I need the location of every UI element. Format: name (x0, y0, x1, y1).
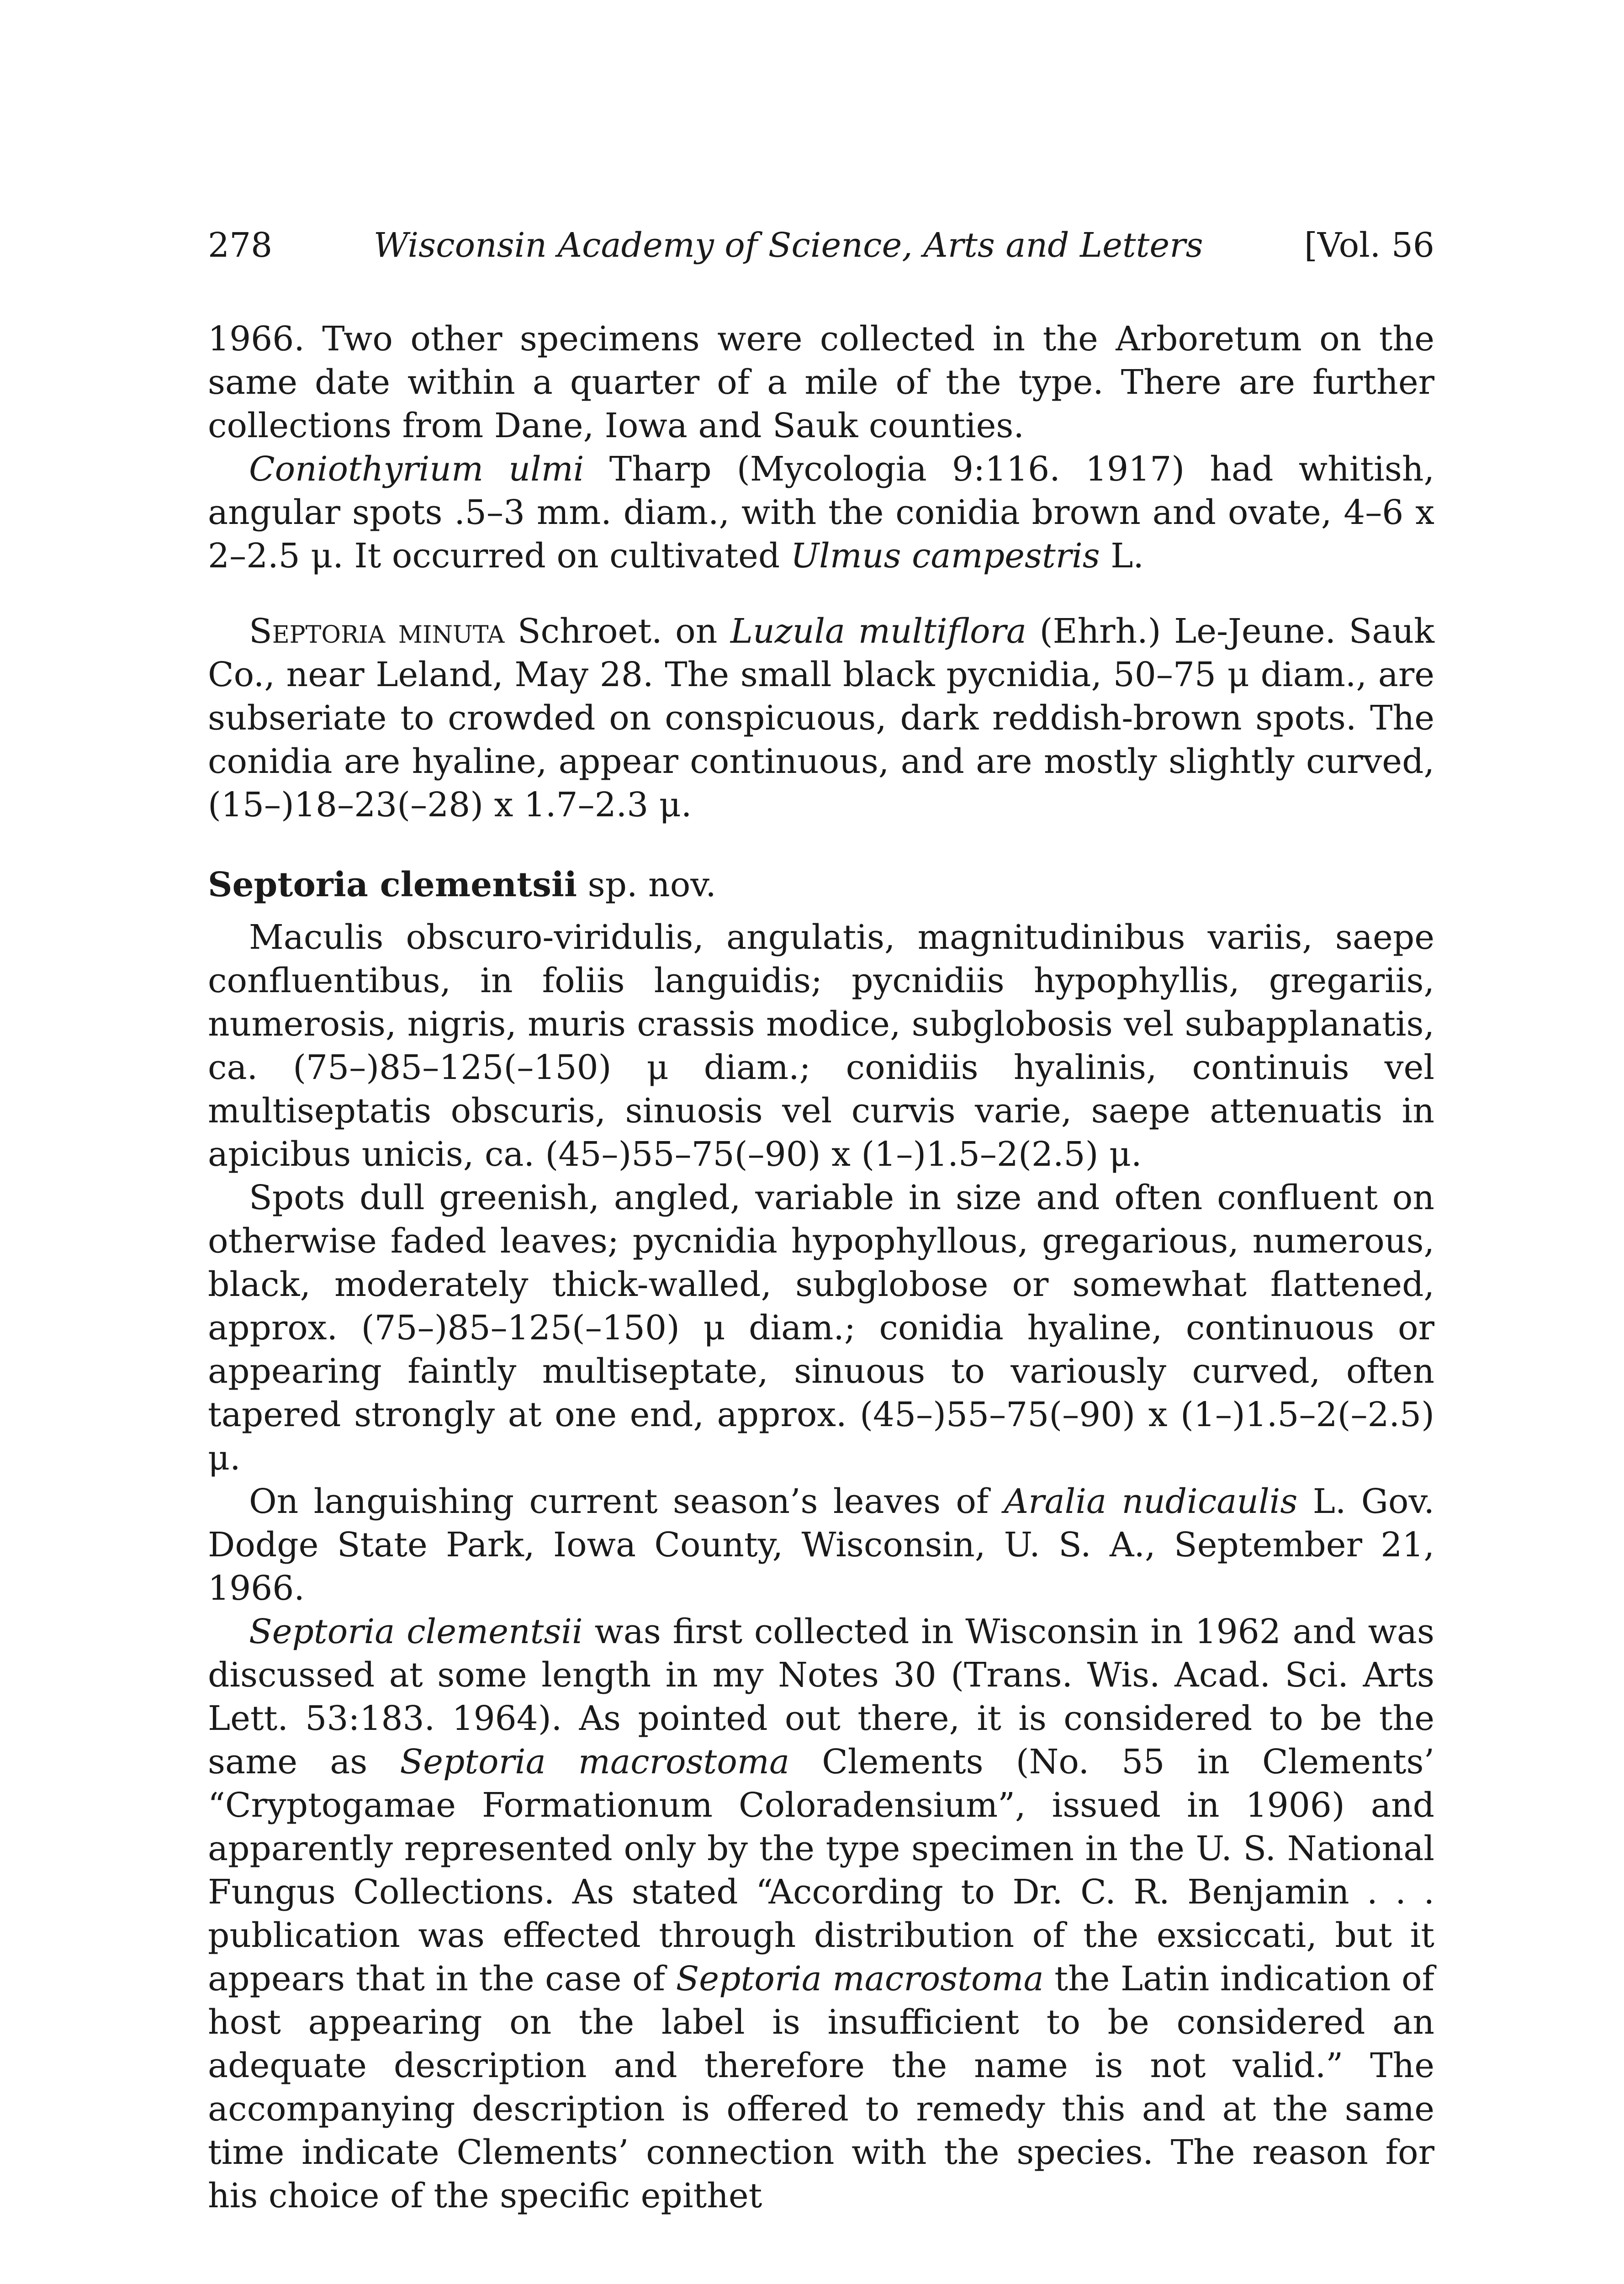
volume-label: [Vol. 56 (1304, 226, 1434, 265)
latin-diagnosis: Maculis obscuro-viridulis, angulatis, magnitudinibus variis, saepe confluentibus, in foliis languidis; pycnidiis hypophyllis, gregariis, numerosis, nigris, muris crassis modice, subglobosis vel subapplanatis, ca. (75–)85–125(–150) μ diam.; conidiis hyalinis, continuis vel multiseptatis obscuris, sinuosis vel curvis varie, saepe attenuatis in apicibus unicis, ca. (45–)55–75(–90) x (1–)1.5–2(2.5) μ. (208, 918, 1434, 1174)
type-collection: On languishing current season’s leaves of Aralia nudicaulis L. Gov. Dodge State Park, Iowa County, Wisconsin, U. S. A., September 21, 1966. (208, 1482, 1435, 1608)
running-header (208, 224, 1434, 267)
section-species: Septoria clementsii (208, 865, 577, 904)
section-suffix: sp. nov. (577, 865, 716, 904)
host-name: Ulmus campestris (790, 536, 1100, 576)
paragraph-coniothyrium: Coniothyrium ulmi Tharp (Mycologia 9:116. 1917) had whitish, angular spots .5–3 mm. diam., with the conidia brown and ovate, 4–6 x 2–2.5 μ. It occurred on cultivated Ulmus campestris L. (208, 449, 1434, 576)
species-name: Septoria minuta (249, 612, 505, 651)
paragraph-septoria-minuta: Septoria minuta Schroet. on Luzula multiflora (Ehrh.) Le-Jeune. Sauk Co., near Leland, May 28. The small black pycnidia, 50–75 μ diam., are subseriate to crowded on conspicuous, dark reddish-brown spots. The conidia are hyaline, appear continuous, and are mostly slightly curved, (15–)18–23(–28) x 1.7–2.3 μ. (208, 612, 1434, 825)
section-heading (208, 863, 1434, 907)
discussion-paragraph: Septoria clementsii was first collected in Wisconsin in 1962 and was discussed at some length in my Notes 30 (Trans. Wis. Acad. Sci. Arts Lett. 53:183. 1964). As pointed out there, it is considered to be the same as Septoria macrostoma Clements (No. 55 in Clements’ “Cryptogamae Formationum Coloradensium”, issued in 1906) and apparently represented only by the type specimen in the U. S. National Fungus Collections. As stated “According to Dr. C. R. Benjamin . . . publication was effected through distribution of the exsiccati, but it appears that in the case of Septoria macrostoma the Latin indication of host appearing on the label is insufficient to be considered an adequate description and therefore the name is not valid.” The accompanying description is offered to remedy this and at the same time indicate Clements’ connection with the species. The reason for his choice of the specific epithet (208, 1612, 1435, 2215)
host-name: Luzula multiflora (730, 612, 1027, 651)
page-number: 278 (208, 226, 273, 265)
species-name-2: Septoria macrostoma (400, 1742, 790, 1782)
species-name: Coniothyrium ulmi (249, 449, 584, 489)
english-description: Spots dull greenish, angled, variable in size and often confluent on otherwise faded leaves; pycnidia hypophyllous, gregarious, numerous, black, moderately thick-walled, subglobose or somewhat flattened, approx. (75–)85–125(–150) μ diam.; conidia hyaline, continuous or appearing faintly multiseptate, sinuous to variously curved, often tapered strongly at one end, approx. (45–)55–75(–90) x (1–)1.5–2(–2.5) μ. (208, 1178, 1434, 1478)
species-name: Septoria clementsii (249, 1612, 583, 1651)
page-content (208, 224, 1434, 2218)
paragraph-type-locality: 1966. Two other specimens were collected in the Arboretum on the same date within a quarter of a mile of the type. There are further collections from Dane, Iowa and Sauk counties. (208, 319, 1434, 445)
host-name: Aralia nudicaulis (1004, 1482, 1298, 1521)
species-name-3: Septoria macrostoma (676, 1959, 1044, 1998)
journal-title: Wisconsin Academy of Science, Arts and Letters (373, 226, 1203, 265)
